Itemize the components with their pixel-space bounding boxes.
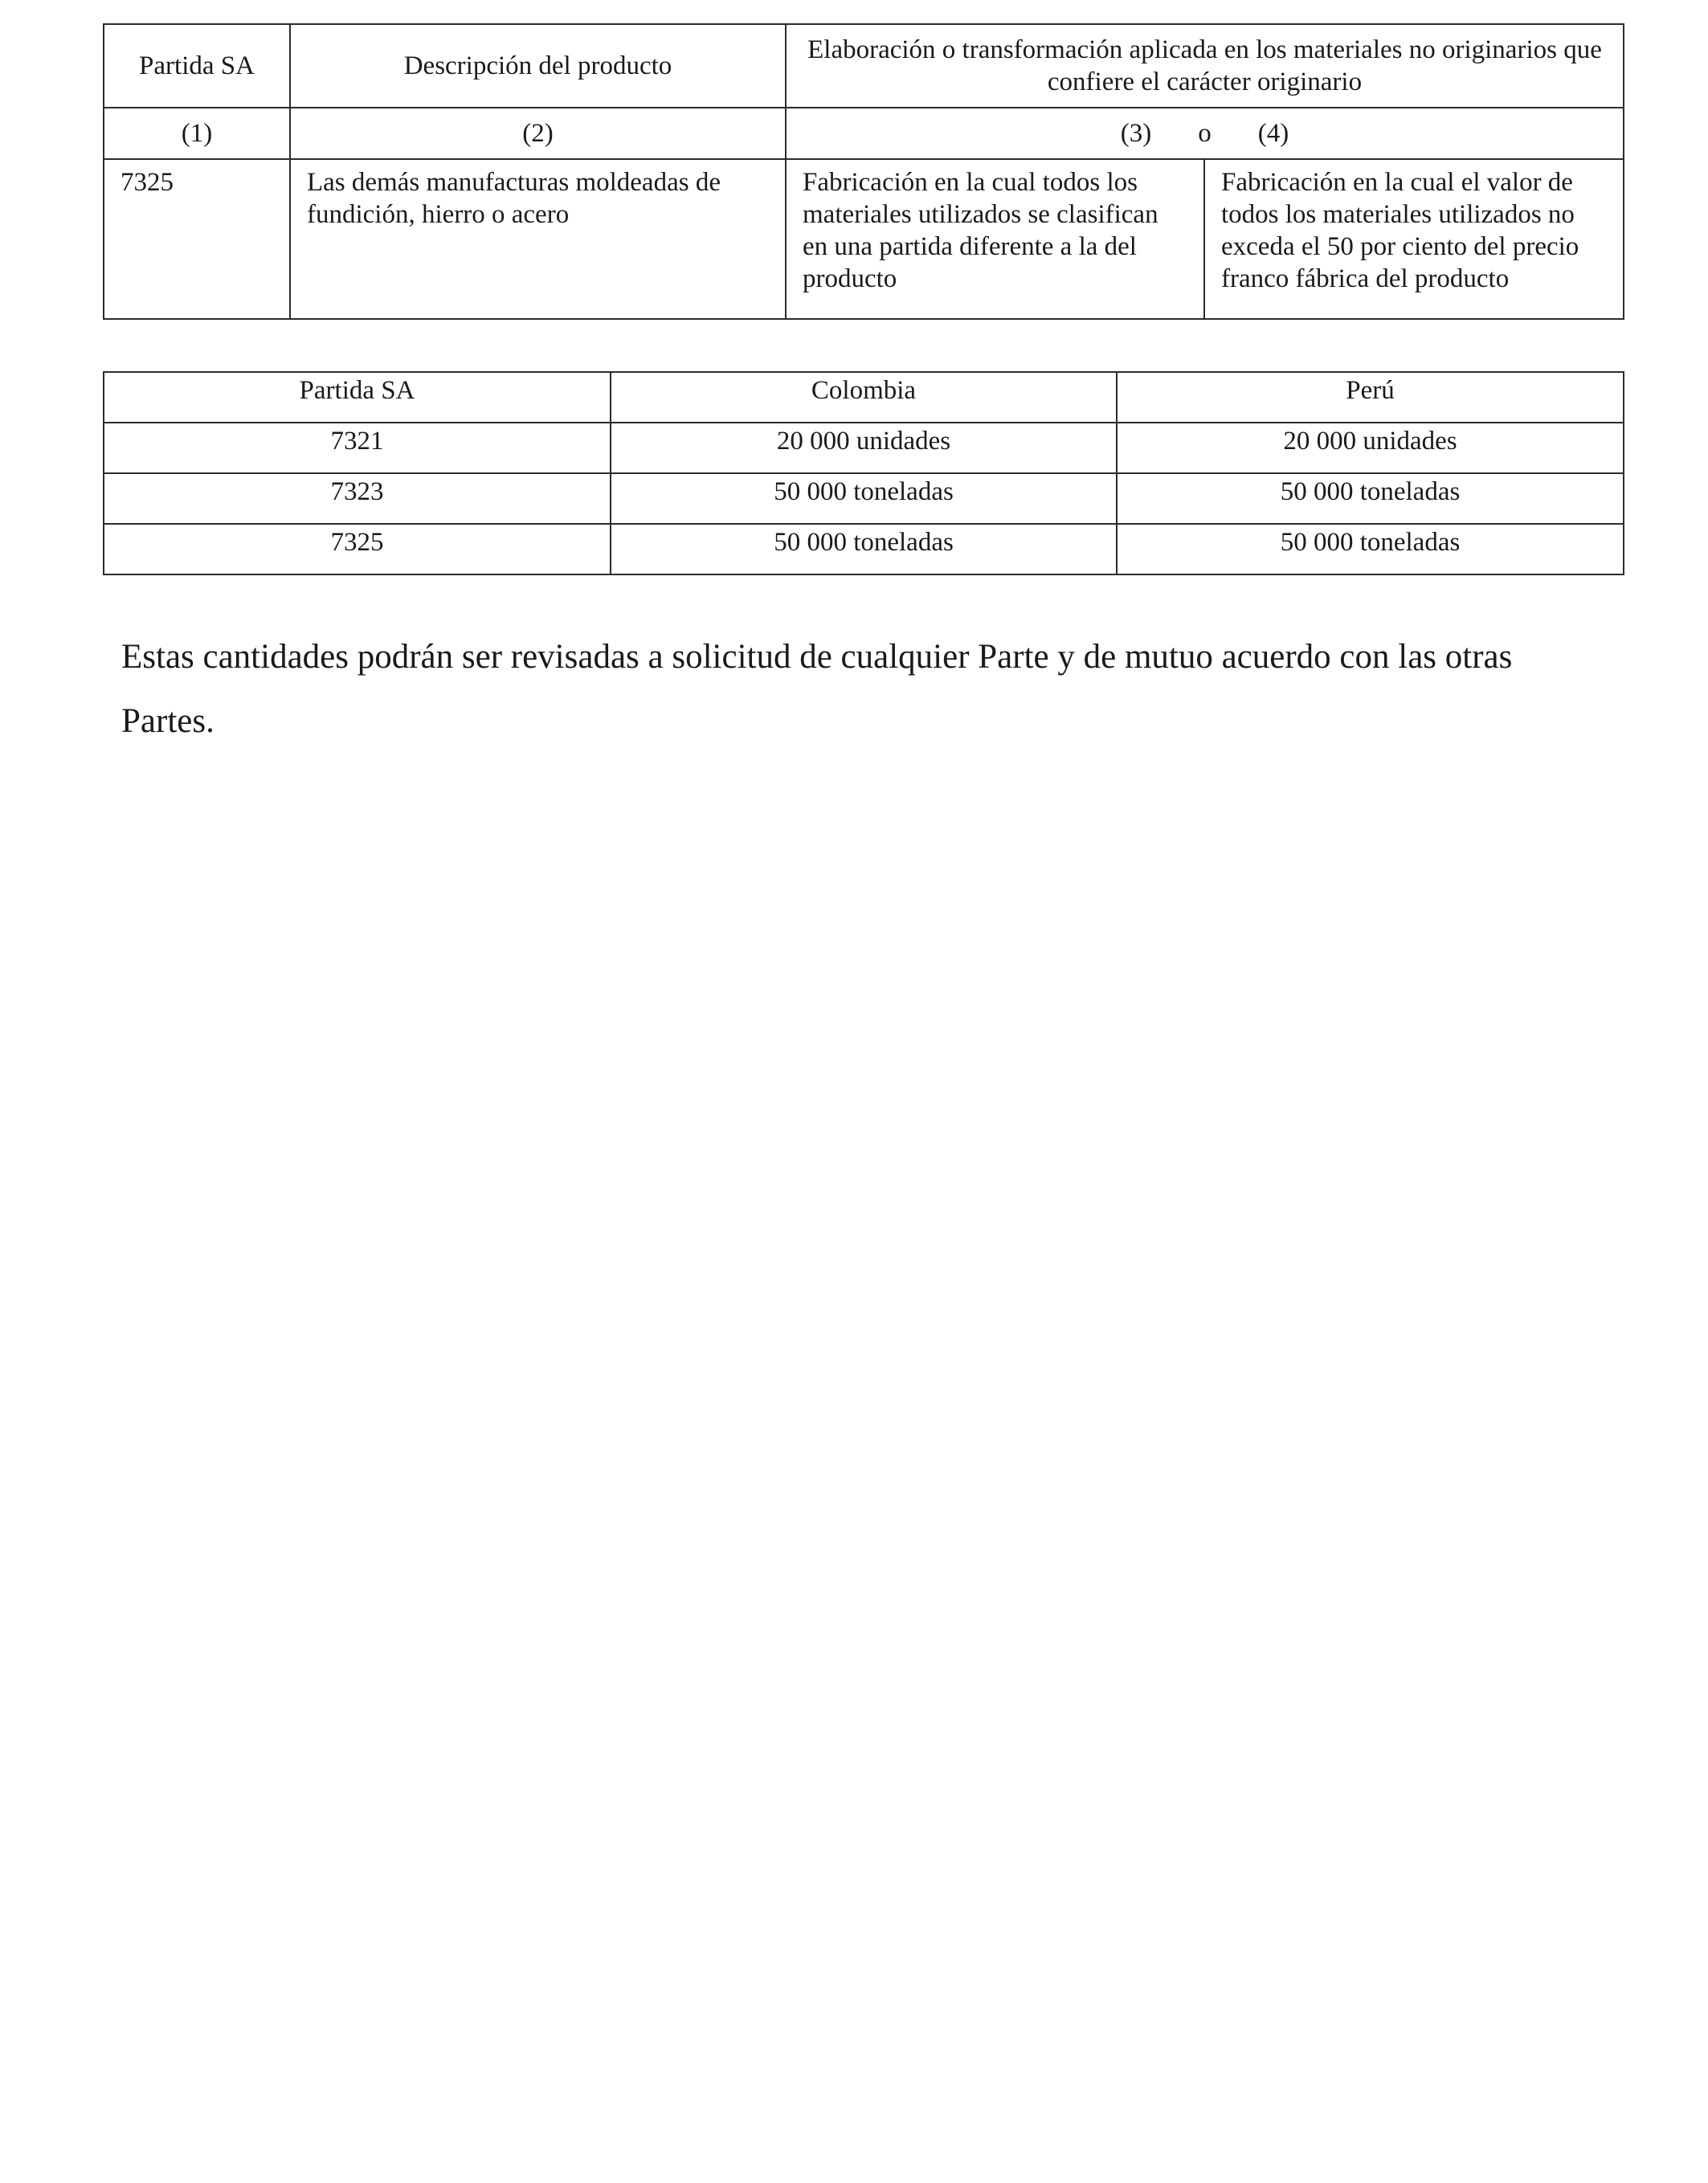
quantity-header-row [104, 372, 1624, 423]
quantity-cell-peru: 50 000 toneladas [1117, 473, 1624, 524]
column-number-3-or-4 [786, 108, 1624, 159]
column-number-row [104, 108, 1624, 159]
origin-rules-table [103, 23, 1624, 320]
header-product-description: Descripción del producto [290, 24, 786, 108]
column-number-3: (3) [1120, 119, 1152, 148]
quantity-cell-colombia: 50 000 toneladas [611, 524, 1117, 574]
quantity-cell-hs-heading: 7323 [104, 473, 611, 524]
quantity-cell-hs-heading: 7325 [104, 524, 611, 574]
header-hs-heading: Partida SA [104, 24, 290, 108]
quantity-table [103, 371, 1624, 575]
quantity-header-peru: Perú [1117, 372, 1624, 423]
row-rule-option-3: Fabricación en la cual todos los materiales utilizados se clasifican en una partida diferente a la del producto [786, 159, 1204, 319]
alternative-or-word: o [1198, 119, 1212, 148]
quantity-cell-peru: 50 000 toneladas [1117, 524, 1624, 574]
header-working-or-processing: Elaboración o transformación aplicada en los materiales no originarios que confiere el carácter originario [786, 24, 1624, 108]
table-row [104, 524, 1624, 574]
table-row [104, 473, 1624, 524]
column-number-1: (1) [104, 108, 290, 159]
quantity-cell-peru: 20 000 unidades [1117, 423, 1624, 473]
table-row [104, 159, 1624, 319]
row-hs-heading: 7325 [104, 159, 290, 319]
quantity-header-colombia: Colombia [611, 372, 1117, 423]
table-row [104, 423, 1624, 473]
column-number-2: (2) [290, 108, 786, 159]
row-rule-option-4: Fabricación en la cual el valor de todos los materiales utilizados no exceda el 50 por ciento del precio franco fábrica del producto [1204, 159, 1624, 319]
quantity-cell-hs-heading: 7321 [104, 423, 611, 473]
rules-header-row [104, 24, 1624, 108]
closing-paragraph: Estas cantidades podrán ser revisadas a solicitud de cualquier Parte y de mutuo acuerdo con las otras Partes. [121, 638, 1513, 740]
quantity-cell-colombia: 50 000 toneladas [611, 473, 1117, 524]
quantity-header-hs-heading: Partida SA [104, 372, 611, 423]
quantity-cell-colombia: 20 000 unidades [611, 423, 1117, 473]
row-description: Las demás manufacturas moldeadas de fundición, hierro o acero [290, 159, 786, 319]
column-number-4: (4) [1257, 119, 1289, 148]
